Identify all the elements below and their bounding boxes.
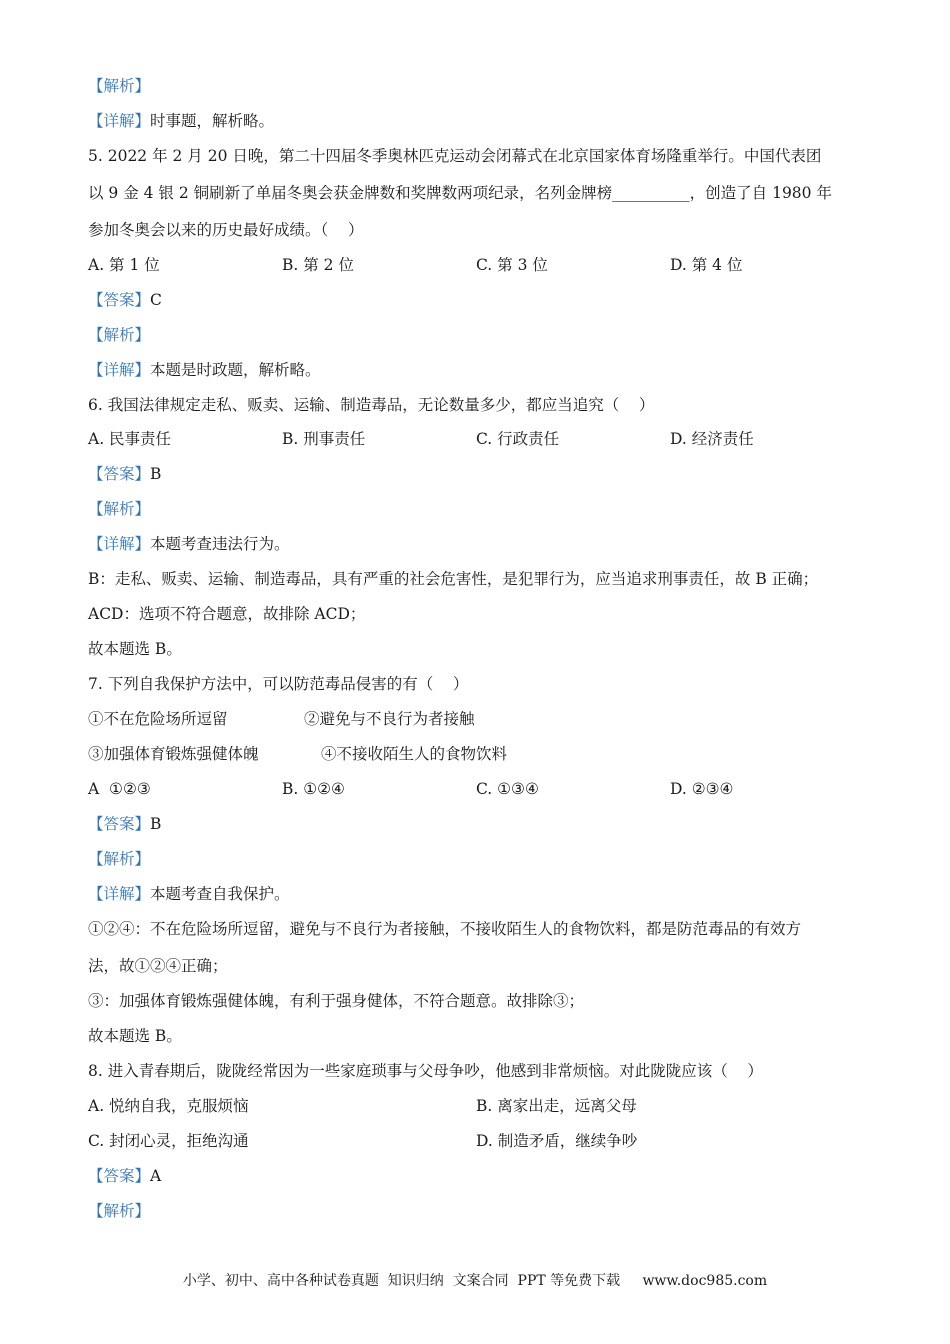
q7-option-c: C. ①③④ xyxy=(476,780,539,798)
q6-option-a: A. 民事责任 xyxy=(88,430,172,448)
q7-item-4: ④不接收陌生人的食物饮料 xyxy=(321,745,508,763)
q8-option-a: A. 悦纳自我，克服烦恼 xyxy=(88,1097,249,1115)
q5-option-c: C. 第 3 位 xyxy=(476,256,548,274)
q6-explanation-3: 故本题选 B。 xyxy=(88,640,182,658)
q6-option-d: D. 经济责任 xyxy=(670,430,754,448)
q6-answer: 【答案】B xyxy=(88,465,162,483)
q8-answer: 【答案】A xyxy=(88,1167,162,1185)
q7-detail: 【详解】本题考查自我保护。 xyxy=(88,885,290,903)
q7-explanation-4: 故本题选 B。 xyxy=(88,1027,182,1045)
q5-analysis-tag: 【解析】 xyxy=(88,326,151,344)
q7-item-1: ①不在危险场所逗留 xyxy=(88,710,228,728)
q7-item-3: ③加强体育锻炼强健体魄 xyxy=(88,745,259,763)
analysis-tag: 【解析】 xyxy=(88,77,151,95)
q7-option-b: B. ①②④ xyxy=(282,780,345,798)
q7-answer: 【答案】B xyxy=(88,815,162,833)
q5-stem-line-1: 5. 2022 年 2 月 20 日晚，第二十四届冬季奥林匹克运动会闭幕式在北京国家体育场隆重举行。中国代表团 xyxy=(88,147,822,165)
q5-option-d: D. 第 4 位 xyxy=(670,256,743,274)
detail-line: 【详解】时事题，解析略。 xyxy=(88,112,275,130)
q7-option-d: D. ②③④ xyxy=(670,780,734,798)
q6-detail: 【详解】本题考查违法行为。 xyxy=(88,535,290,553)
q7-explanation-2: 法，故①②④正确； xyxy=(88,957,228,975)
q7-option-a: A ①②③ xyxy=(88,780,151,798)
q8-option-c: C. 封闭心灵，拒绝沟通 xyxy=(88,1132,249,1150)
q6-option-c: C. 行政责任 xyxy=(476,430,560,448)
q7-analysis-tag: 【解析】 xyxy=(88,850,151,868)
q8-option-d: D. 制造矛盾，继续争吵 xyxy=(476,1132,638,1150)
q6-stem: 6. 我国法律规定走私、贩卖、运输、制造毒品，无论数量多少，都应当追究（ ） xyxy=(88,396,655,414)
q7-explanation-1: ①②④：不在危险场所逗留，避免与不良行为者接触，不接收陌生人的食物饮料，都是防范毒品的有效方 xyxy=(88,920,802,938)
q5-detail: 【详解】本题是时政题，解析略。 xyxy=(88,361,321,379)
q5-answer: 【答案】C xyxy=(88,291,162,309)
q6-explanation-2: ACD：选项不符合题意，故排除 ACD； xyxy=(88,605,366,623)
q6-analysis-tag: 【解析】 xyxy=(88,500,151,518)
q7-item-2: ②避免与不良行为者接触 xyxy=(304,710,475,728)
q6-option-b: B. 刑事责任 xyxy=(282,430,366,448)
q5-stem-line-2: 以 9 金 4 银 2 铜刷新了单届冬奥会获金牌数和奖牌数两项纪录，名列金牌榜__________，创造了自 1980 年 xyxy=(88,184,832,202)
page-footer: 小学、初中、高中各种试卷真题 知识归纳 文案合同 PPT 等免费下载 www.doc985.com xyxy=(182,1273,768,1289)
q7-stem: 7. 下列自我保护方法中，可以防范毒品侵害的有（ ） xyxy=(88,675,469,693)
q8-analysis-tag: 【解析】 xyxy=(88,1202,151,1220)
q7-explanation-3: ③：加强体育锻炼强健体魄，有利于强身健体，不符合题意。故排除③； xyxy=(88,992,585,1010)
q5-stem-line-3: 参加冬奥会以来的历史最好成绩。（ ） xyxy=(88,221,364,239)
q5-option-b: B. 第 2 位 xyxy=(282,256,354,274)
q6-explanation-1: B：走私、贩卖、运输、制造毒品，具有严重的社会危害性，是犯罪行为，应当追求刑事责任，故 B 正确； xyxy=(88,570,819,588)
q5-option-a: A. 第 1 位 xyxy=(88,256,160,274)
q8-option-b: B. 离家出走，远离父母 xyxy=(476,1097,637,1115)
q8-stem: 8. 进入青春期后，陇陇经常因为一些家庭琐事与父母争吵，他感到非常烦恼。对此陇陇应该（ ） xyxy=(88,1062,763,1080)
